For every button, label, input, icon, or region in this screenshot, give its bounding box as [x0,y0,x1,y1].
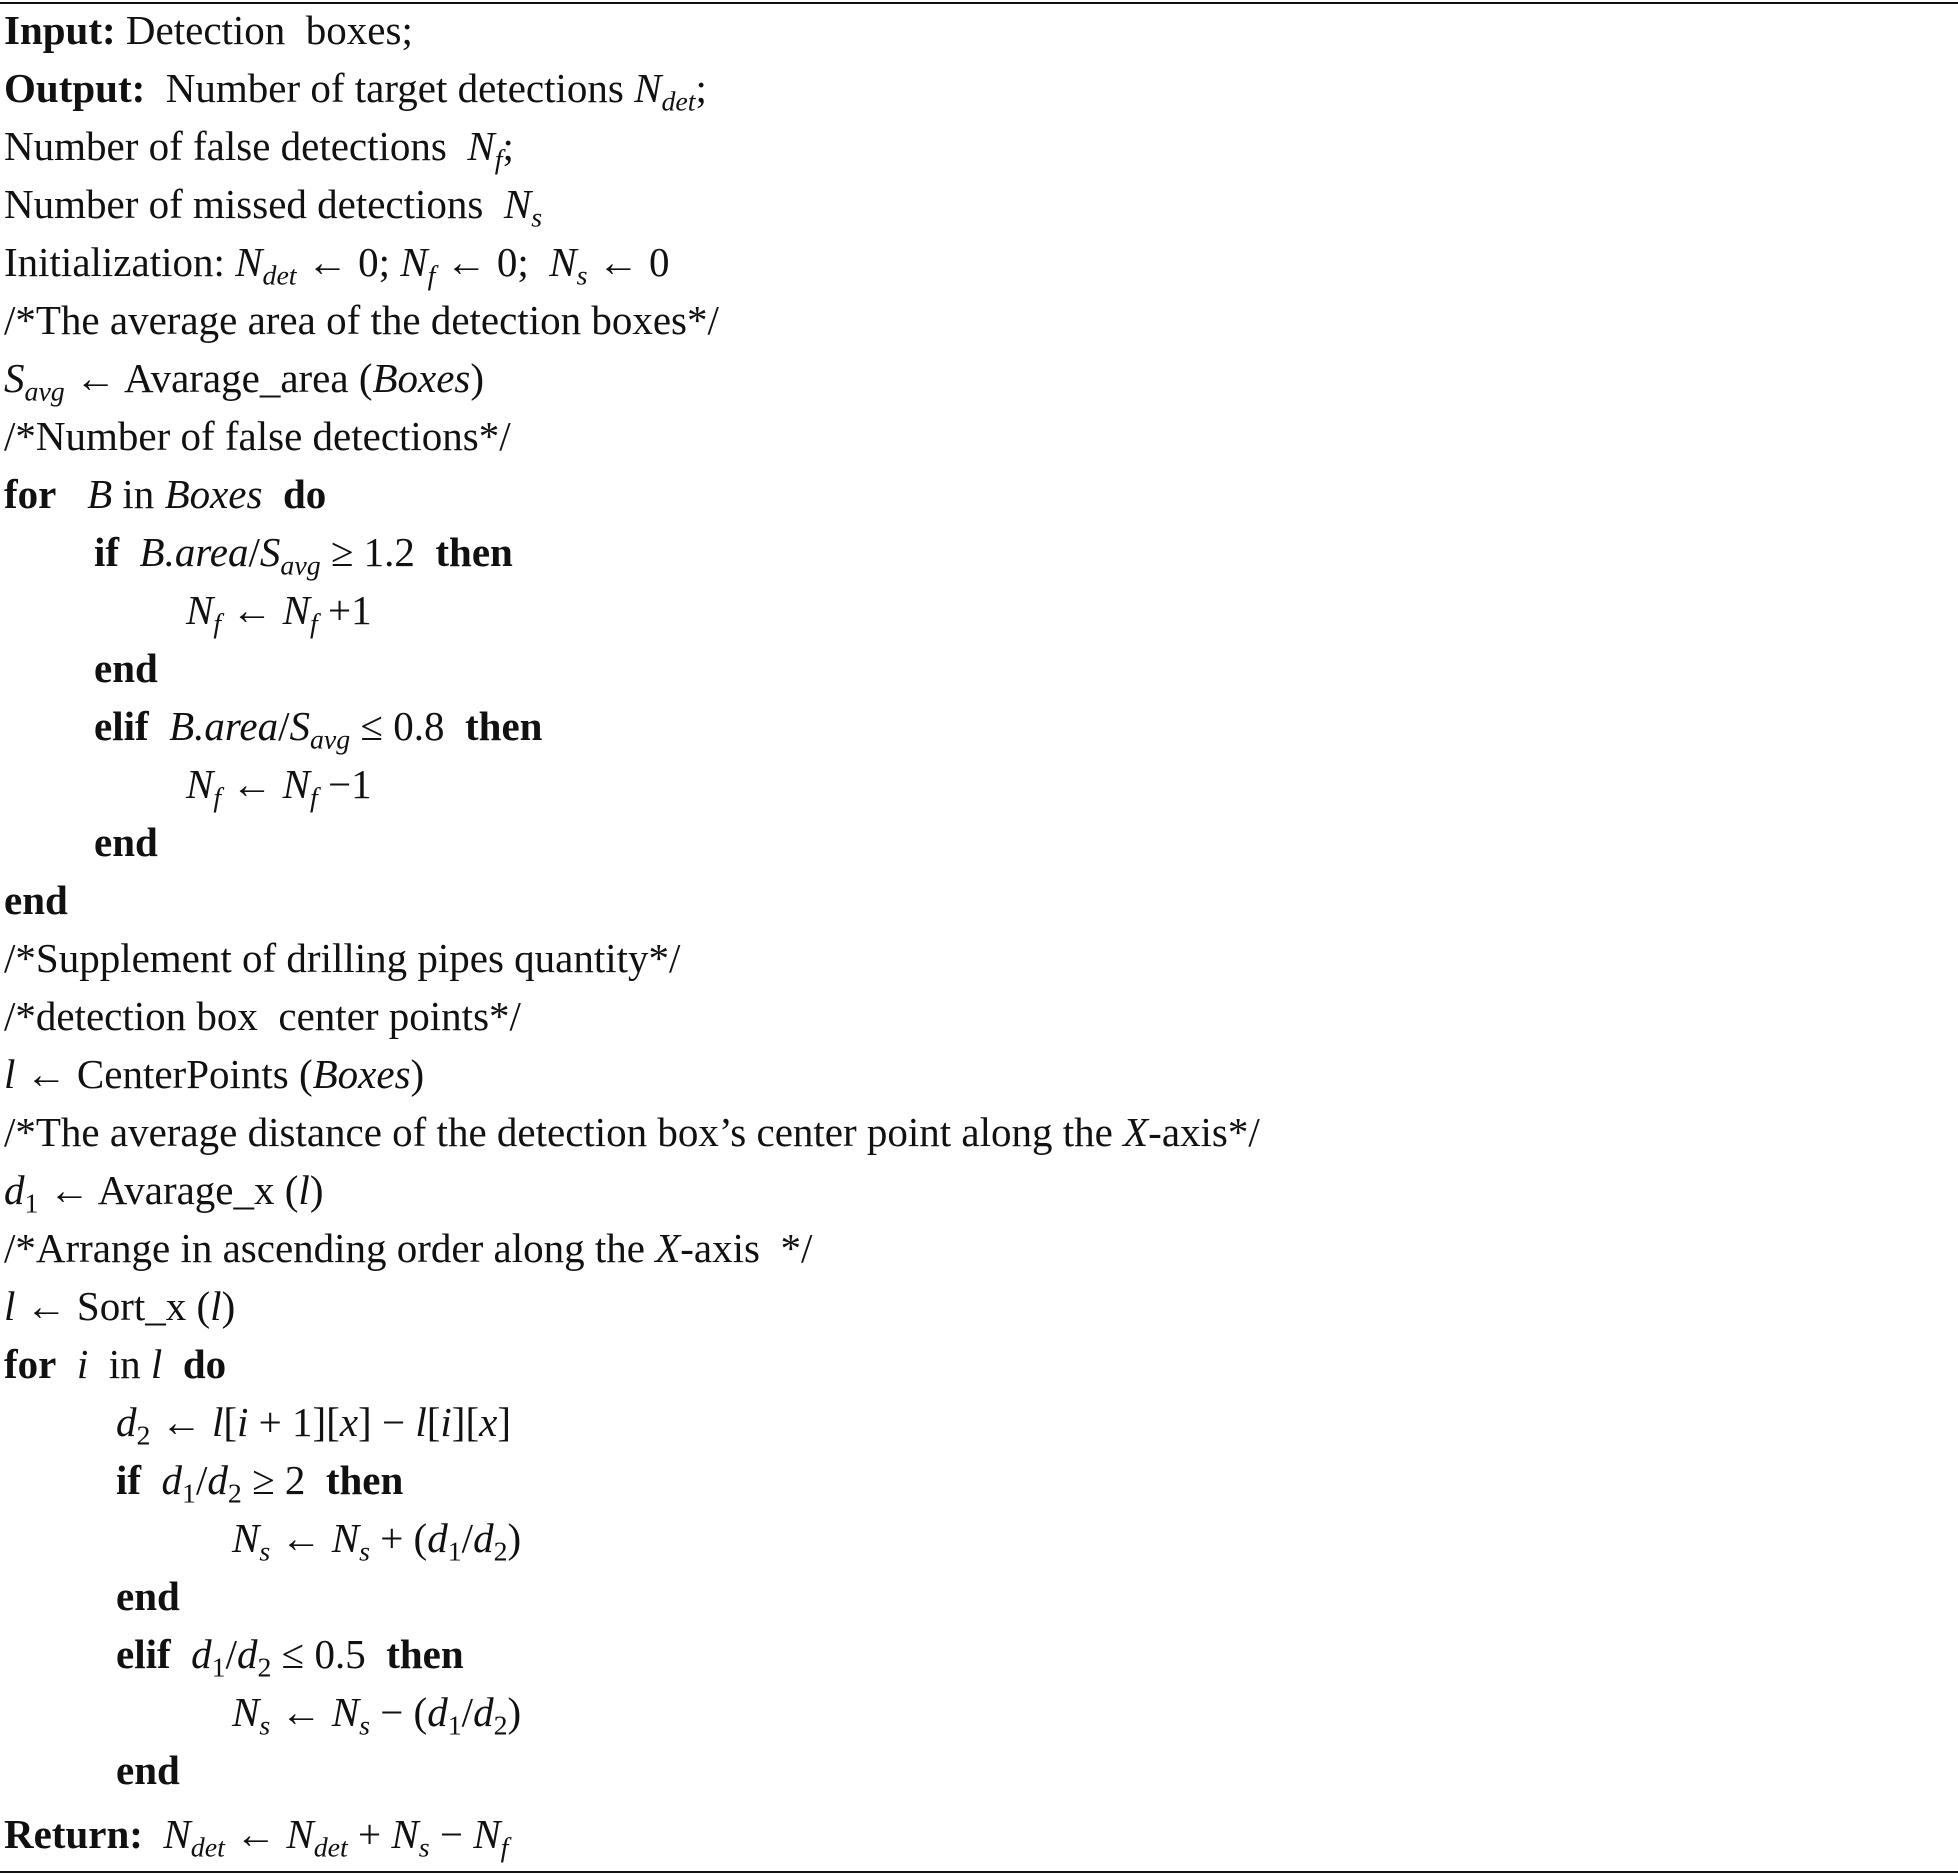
var-x-axis: X [1123,1109,1149,1155]
output-line: Output: Number of target detections $N_{det}$; [4,65,707,118]
arrow-symbol: ← [445,239,487,285]
then-keyword: then [325,1457,404,1503]
increment-missed-line: $N_s$ ← $N_s + (d_1/d_2)$ [232,1515,522,1568]
var-boxes: Boxes [372,355,471,401]
var-l: l [298,1167,310,1213]
arrow-symbol: ← [231,761,273,807]
for-keyword: for [4,471,57,517]
arrow-symbol: ← [48,1167,90,1213]
var-d: d [427,1515,448,1561]
sub-2: 2 [493,1536,508,1568]
var-n: N [232,1689,260,1735]
sub-2: 2 [136,1420,151,1452]
comment-text: /*Arrange in ascending order along the [4,1225,645,1271]
increment-false-line: $N_f$ ← $N_f +1$ [186,587,372,640]
output-keyword: Output: [4,65,146,111]
arrow-symbol: ← [597,239,639,285]
sub-s: s [531,202,543,234]
comment-supplement: /*Supplement of drilling pipes quantity*/ [4,935,681,981]
arrow-symbol: ← [280,1515,322,1561]
init-label: Initialization: [4,239,225,285]
var-n: N [391,1811,419,1857]
arrow-symbol: ← [160,1399,202,1445]
elif-keyword: elif [116,1631,171,1677]
sub-f: f [213,782,222,814]
decrement-missed-line: $N_s$ ← $N_s - (d_1/d_2)$ [232,1689,522,1742]
threshold-value: 2 [284,1457,306,1503]
sub-f: f [309,608,318,640]
arrow-symbol: ← [231,587,273,633]
elif-area-small-line: elif $B.area/S_{avg} \le 0.8$ then [94,703,543,756]
return-line: Return: $N_{det}$ ← $N_{det} + N_s - N_f$ [4,1811,509,1864]
sub-1: 1 [211,1652,226,1684]
input-description: Detection boxes; [125,7,413,53]
sub-s: s [359,1710,370,1742]
var-d: d [473,1689,494,1735]
threshold-value: 0.5 [314,1631,366,1677]
comment-average-area: /*The average area of the detection boxes*/ [4,297,719,343]
var-n: N [282,587,310,633]
var-d: d [191,1631,212,1677]
var-n: N [503,181,532,227]
var-d: d [236,1631,258,1677]
initialization-line: Initialization: $N_{det}$ ← 0; $N_f$ ← 0; $N_s$ ← 0 [4,239,670,292]
sub-avg: avg [24,376,65,408]
if-keyword: if [94,529,120,575]
sub-2: 2 [227,1478,242,1510]
end-keyword: end [94,819,158,865]
arrow-symbol: ← [25,1051,67,1097]
sub-f: f [309,782,318,814]
elif-keyword: elif [94,703,149,749]
var-i: i [76,1341,89,1387]
if-area-large-line: if $B.area/S_{avg} \ge 1.2$ then [94,529,513,582]
sub-f: f [427,260,436,292]
in-word: in [108,1341,141,1387]
then-keyword: then [386,1631,464,1677]
sort-function: Sort_x [76,1283,187,1329]
var-s: S [259,529,281,575]
var-d: d [473,1515,494,1561]
in-word: in [122,471,155,517]
var-n: N [163,1811,191,1857]
comment-false-detections: /*Number of false detections*/ [4,413,511,459]
decrement-false-line: $N_f$ ← $N_f -1$ [186,761,372,814]
sub-f: f [500,1832,509,1864]
var-l: l [211,1399,224,1445]
var-d: d [207,1457,228,1503]
sub-avg: avg [309,724,351,756]
sub-s: s [418,1832,430,1864]
var-n: N [473,1811,501,1857]
end-keyword: end [116,1747,180,1793]
input-line [4,2,413,58]
var-n: N [549,239,577,285]
var-b: B [87,471,113,517]
sub-s: s [576,260,588,292]
center-points-assignment: l ← CenterPoints (Boxes) [4,1051,425,1097]
arrow-symbol: ← [25,1283,67,1329]
threshold-value: 1.2 [363,529,415,575]
comment-text: -axis*/ [1148,1109,1260,1155]
sub-1: 1 [447,1710,462,1742]
end-keyword: end [94,645,158,691]
comment-average-distance [4,1104,1260,1160]
avg-area-function: Avarage_area [124,355,349,401]
if-keyword: if [116,1457,142,1503]
sub-1: 1 [182,1478,196,1510]
var-x: x [339,1399,359,1445]
var-l: l [4,1283,16,1329]
var-n: N [186,761,214,807]
do-keyword: do [182,1341,227,1387]
threshold-value: 0.8 [393,703,445,749]
var-x: x [479,1399,498,1445]
var-b-area: B.area [139,529,249,575]
var-d: d [116,1399,137,1445]
sub-s: s [359,1536,370,1568]
missed-count-line [4,176,542,232]
for-points-line [4,1336,226,1392]
var-n: N [331,1689,360,1735]
var-l: l [415,1399,427,1445]
var-l: l [210,1283,222,1329]
arrow-symbol: ← [306,239,348,285]
sub-det: det [190,1832,225,1864]
comment-text: /*The average distance of the detection box’s center point along the [4,1109,1113,1155]
sub-det: det [313,1832,348,1864]
comment-center-points: /*detection box center points*/ [4,993,521,1039]
sub-det: det [262,260,297,292]
do-keyword: do [282,471,327,517]
comment-sort [4,1220,812,1276]
sub-s: s [259,1536,271,1568]
bottom-rule [0,1871,1958,1873]
sort-assignment: l ← Sort_x (l) [4,1283,236,1329]
return-keyword: Return: [4,1811,143,1857]
arrow-symbol: ← [280,1689,322,1735]
var-d: d [161,1457,183,1503]
input-keyword: Input: [4,7,116,53]
var-n: N [634,65,662,111]
center-points-function: CenterPoints [76,1051,289,1097]
var-s: S [4,355,25,401]
then-keyword: then [435,529,513,575]
d1-assignment: $d_1$ ← Avarage_x (l) [4,1167,324,1220]
var-i: i [237,1399,249,1445]
avg-x-function: Avarage_x [97,1167,275,1213]
var-l: l [150,1341,163,1387]
var-b-area: B.area [169,703,279,749]
sub-1: 1 [447,1536,462,1568]
var-n: N [400,239,428,285]
var-n: N [186,587,214,633]
elif-ratio-small-line: elif $d_1/d_2 \le 0.5$ then [116,1631,464,1684]
for-boxes-line [4,466,326,522]
then-keyword: then [465,703,543,749]
missed-description: Number of missed detections [4,181,484,227]
var-n: N [235,239,263,285]
false-description: Number of false detections [4,123,447,169]
var-boxes: Boxes [164,471,263,517]
var-x-axis: X [655,1225,681,1271]
sub-avg: avg [280,550,321,582]
false-count-line: Number of false detections $N_f$; [4,123,514,176]
var-i: i [440,1399,452,1445]
var-d: d [4,1167,25,1213]
if-ratio-large-line: if $d_1/d_2 \ge 2$ then [116,1457,404,1510]
comment-text: -axis */ [680,1225,813,1271]
arrow-symbol: ← [235,1811,277,1857]
var-n: N [282,761,310,807]
output-description: Number of target detections [165,65,624,111]
var-n: N [232,1515,260,1561]
avg-area-assignment: $S_{avg}$ ← Avarage_area (Boxes) [4,355,485,408]
end-keyword: end [4,877,68,923]
arrow-symbol: ← [75,355,116,401]
var-n: N [286,1811,314,1857]
var-d: d [427,1689,448,1735]
sub-f: f [213,608,222,640]
sub-s: s [259,1710,271,1742]
var-n: N [331,1515,360,1561]
sub-2: 2 [257,1652,272,1684]
var-s: S [289,703,310,749]
var-n: N [467,123,495,169]
var-boxes: Boxes [312,1051,411,1097]
sub-f: f [494,144,503,176]
for-keyword: for [4,1341,57,1387]
end-keyword: end [116,1573,180,1619]
sub-2: 2 [493,1710,508,1742]
sub-det: det [661,86,696,118]
d2-assignment: $d_2$ ← l[i + 1][x] − l[i][x] [116,1399,511,1452]
sub-1: 1 [24,1188,39,1220]
var-l: l [4,1051,16,1097]
